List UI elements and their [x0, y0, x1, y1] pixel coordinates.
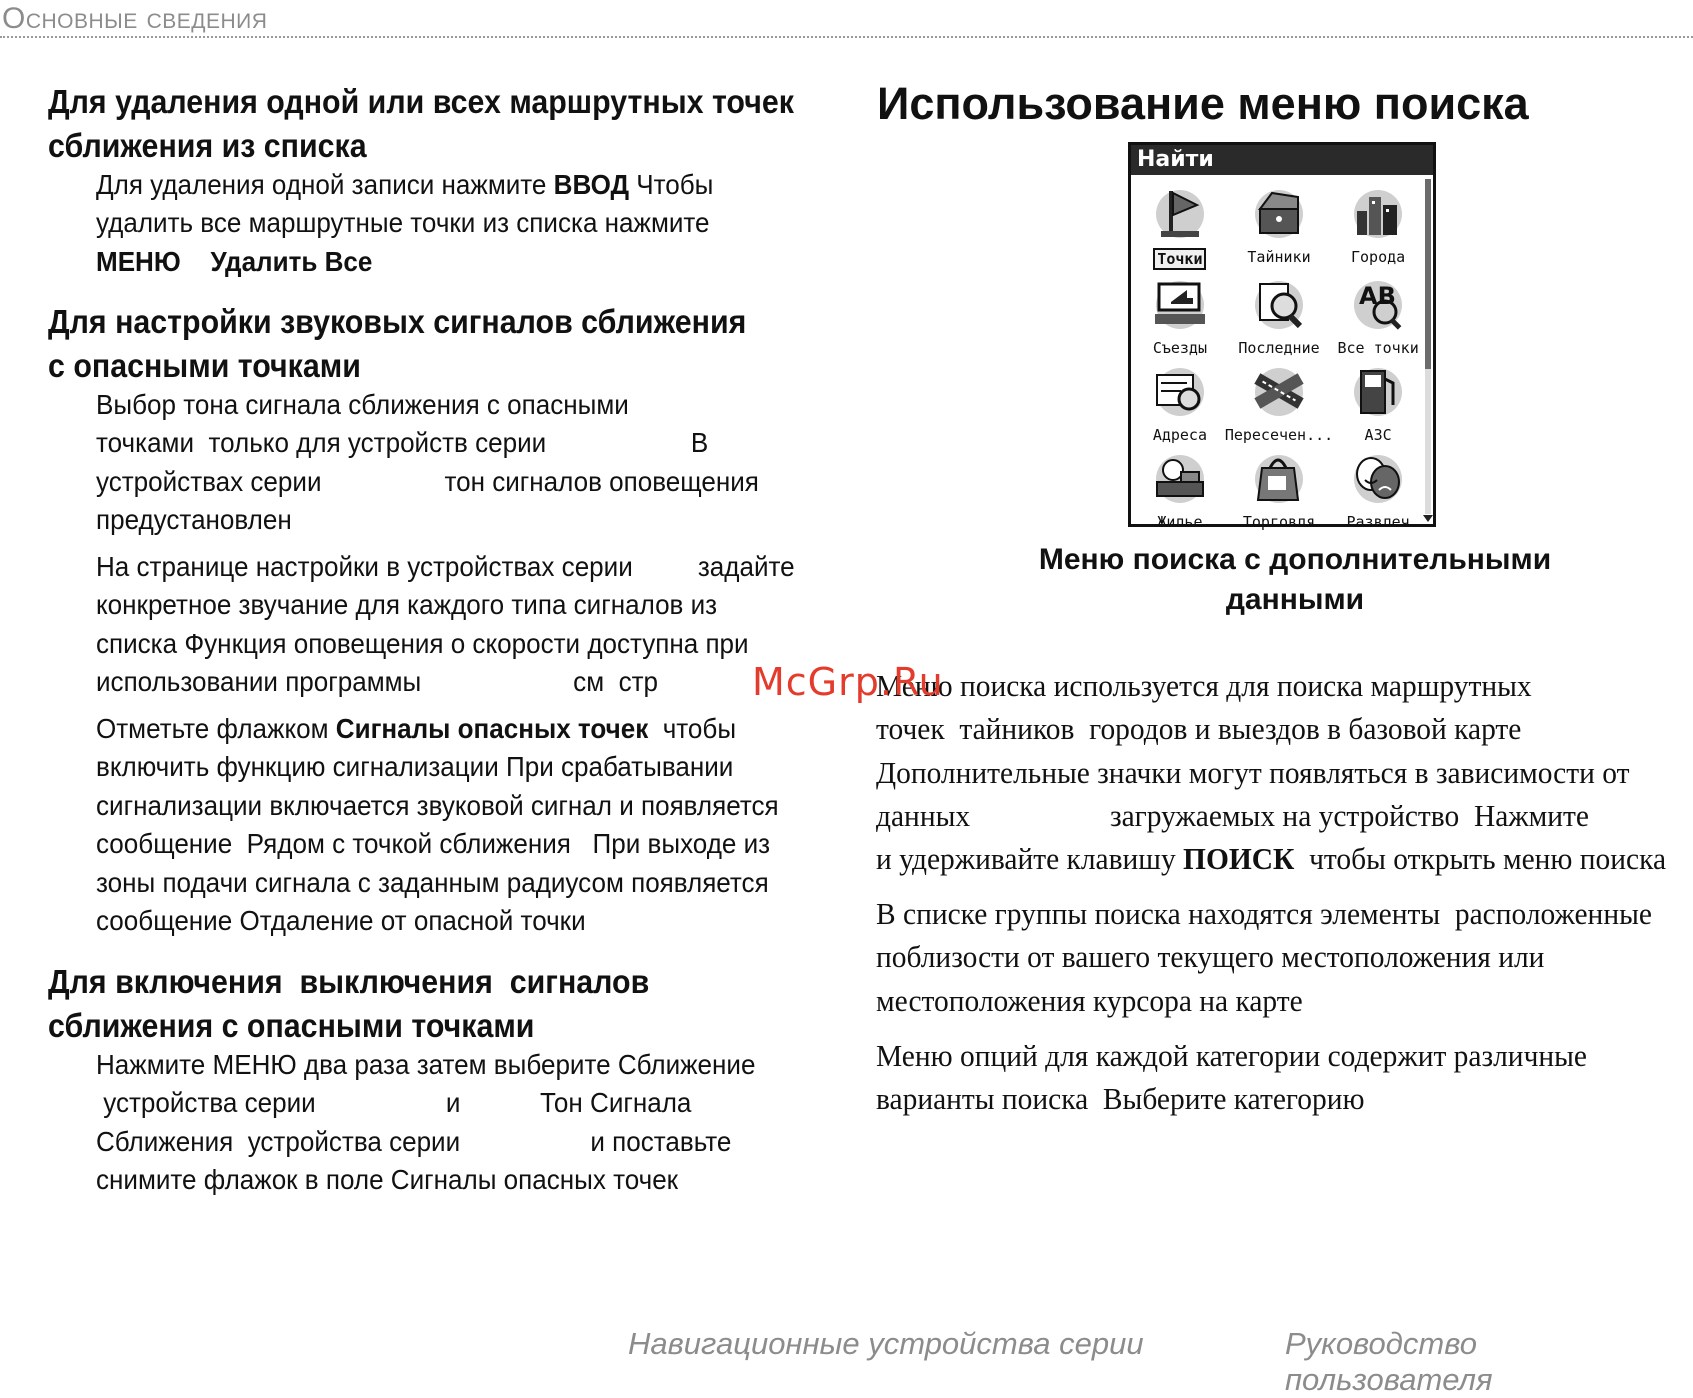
- find-item-label: Жилье: [1157, 513, 1203, 531]
- text-line: МЕНЮ Удалить Все: [96, 245, 373, 277]
- text-line: и удерживайте клавишу ПОИСК чтобы открыть меню поиска: [876, 841, 1667, 877]
- device-find-menu-screen: [1128, 142, 1436, 531]
- paragraph-alarm-checkbox: [96, 710, 779, 940]
- paragraph-setup-page: [96, 548, 795, 702]
- svg-text:AB: AB: [1359, 282, 1396, 310]
- header-divider: [0, 36, 1693, 38]
- text-line: устройства серии и Тон Сигнала: [96, 1087, 692, 1119]
- find-categories-grid: [1137, 179, 1421, 531]
- find-item[interactable]: [1335, 357, 1421, 444]
- find-item-label: Тайники: [1247, 248, 1311, 266]
- section-header: Основные сведения: [2, 2, 268, 35]
- text-line: списка Функция оповещения о скорости доступна при: [96, 627, 749, 659]
- paragraph-options-menu: [876, 1034, 1587, 1121]
- caption-line: данными: [1225, 583, 1365, 616]
- flag-icon: [1151, 179, 1209, 246]
- paragraph-find-menu-intro: [876, 664, 1666, 880]
- find-item-label: Адреса: [1152, 426, 1207, 444]
- watermark: McGrp.Ru: [752, 660, 944, 704]
- heading-line: сближения из списка: [48, 127, 367, 164]
- find-item[interactable]: [1137, 357, 1223, 444]
- text-line: Меню опций для каждой категории содержит различные: [876, 1038, 1588, 1073]
- heading-line: Для удаления одной или всех маршрутных точек: [48, 83, 794, 120]
- find-item[interactable]: [1223, 179, 1335, 270]
- text-line: местоположения курсора на карте: [876, 982, 1303, 1018]
- find-item[interactable]: [1137, 444, 1223, 531]
- find-item-label: Развлеч: [1346, 513, 1410, 531]
- find-item[interactable]: [1223, 357, 1335, 444]
- find-item[interactable]: [1335, 270, 1421, 357]
- text-line: Дополнительные значки могут появляться в зависимости от: [876, 754, 1630, 790]
- footer-manual: Руководство пользователя: [1285, 1326, 1493, 1397]
- scroll-down-arrow-icon: [1423, 515, 1433, 522]
- paragraph-delete-points: [96, 166, 713, 281]
- text-line: На странице настройки в устройствах серии задайте: [96, 551, 795, 582]
- heading-line: сближения с опасными точками: [48, 1007, 535, 1044]
- find-item[interactable]: [1137, 270, 1223, 357]
- lodging-icon: [1151, 444, 1209, 511]
- heading-line: Для настройки звуковых сигналов сближения: [48, 303, 747, 340]
- text-line: Для удаления одной записи нажмите ВВОД Чтобы: [96, 169, 714, 200]
- find-item-label: Города: [1351, 248, 1406, 266]
- find-item[interactable]: [1223, 444, 1335, 531]
- find-item[interactable]: [1335, 444, 1421, 531]
- exit-sign-icon: [1151, 270, 1209, 337]
- text-line: использовании программы см стр: [96, 666, 658, 698]
- text-line: сообщение Отдаление от опасной точки: [96, 905, 586, 937]
- text-line: В списке группы поиска находятся элементы расположенные: [876, 896, 1652, 931]
- find-item-label: Все точки: [1337, 339, 1419, 357]
- device-title: Найти: [1131, 145, 1433, 175]
- text-line: поблизости от вашего текущего местоположения или: [876, 939, 1545, 975]
- text-line: сообщение Рядом с точкой сближения При выходе из: [96, 828, 771, 860]
- find-item[interactable]: [1137, 179, 1223, 270]
- paragraph-toggle-alarms: [96, 1046, 755, 1200]
- text-line: удалить все маршрутные точки из списка нажмите: [96, 207, 710, 239]
- figure-caption: [920, 540, 1670, 620]
- city-icon: [1349, 179, 1407, 246]
- paragraph-tone-selection: [96, 386, 759, 540]
- recent-magnifier-icon: [1250, 270, 1308, 337]
- text-line: точек тайников городов и выездов в базовой карте: [876, 711, 1522, 747]
- text-line: конкретное звучание для каждого типа сигналов из: [96, 589, 718, 621]
- find-item-label: Торговля: [1242, 513, 1316, 531]
- text-line: Нажмите МЕНЮ два раза затем выберите Сближение: [96, 1049, 756, 1080]
- find-item[interactable]: [1335, 179, 1421, 270]
- text-line: устройствах серии тон сигналов оповещения: [96, 465, 759, 497]
- footer-product: Навигационные устройства серии: [628, 1326, 1144, 1361]
- text-line: предустановлен: [96, 504, 292, 536]
- text-line: Отметьте флажком Сигналы опасных точек чтобы: [96, 713, 737, 744]
- page-title: Использование меню поиска: [877, 78, 1529, 129]
- find-item-label: Пересечен...: [1224, 426, 1334, 444]
- text-line: точками только для устройств серии В: [96, 427, 709, 459]
- find-item-label: АЗС: [1364, 426, 1392, 444]
- heading-line: Для включения выключения сигналов: [48, 963, 650, 1000]
- text-line: Меню поиска используется для поиска маршрутных: [876, 668, 1532, 703]
- section-title-delete-points: [48, 80, 794, 168]
- find-item-label: Точки: [1153, 248, 1206, 270]
- text-line: Выбор тона сигнала сближения с опасными: [96, 389, 629, 420]
- find-item-label: Последние: [1238, 339, 1320, 357]
- treasure-box-icon: [1250, 179, 1308, 246]
- paragraph-search-group: [876, 892, 1652, 1022]
- shopping-icon: [1250, 444, 1308, 511]
- text-line: снимите флажок в поле Сигналы опасных точек: [96, 1164, 679, 1196]
- heading-line: с опасными точками: [48, 347, 361, 384]
- find-item[interactable]: [1223, 270, 1335, 357]
- scrollbar[interactable]: [1425, 179, 1431, 514]
- text-line: зоны подачи сигнала с заданным радиусом появляется: [96, 866, 769, 898]
- entertainment-icon: [1349, 444, 1407, 511]
- text-line: варианты поиска Выберите категорию: [876, 1081, 1365, 1117]
- find-item-label: Съезды: [1152, 339, 1207, 357]
- text-line: включить функцию сигнализации При срабатывании: [96, 751, 734, 783]
- caption-line: Меню поиска с дополнительными: [1038, 543, 1552, 576]
- address-icon: [1151, 357, 1209, 424]
- text-line: Сближения устройства серии и поставьте: [96, 1125, 732, 1157]
- scrollbar-thumb[interactable]: [1425, 179, 1431, 369]
- all-points-icon: [1349, 270, 1407, 337]
- intersection-icon: [1250, 357, 1308, 424]
- section-title-sound-settings: [48, 300, 746, 388]
- text-line: сигнализации включается звуковой сигнал и появляется: [96, 789, 779, 821]
- fuel-icon: [1349, 357, 1407, 424]
- text-line: данных загружаемых на устройство Нажмите: [876, 797, 1589, 833]
- section-title-toggle-alarms: [48, 960, 649, 1048]
